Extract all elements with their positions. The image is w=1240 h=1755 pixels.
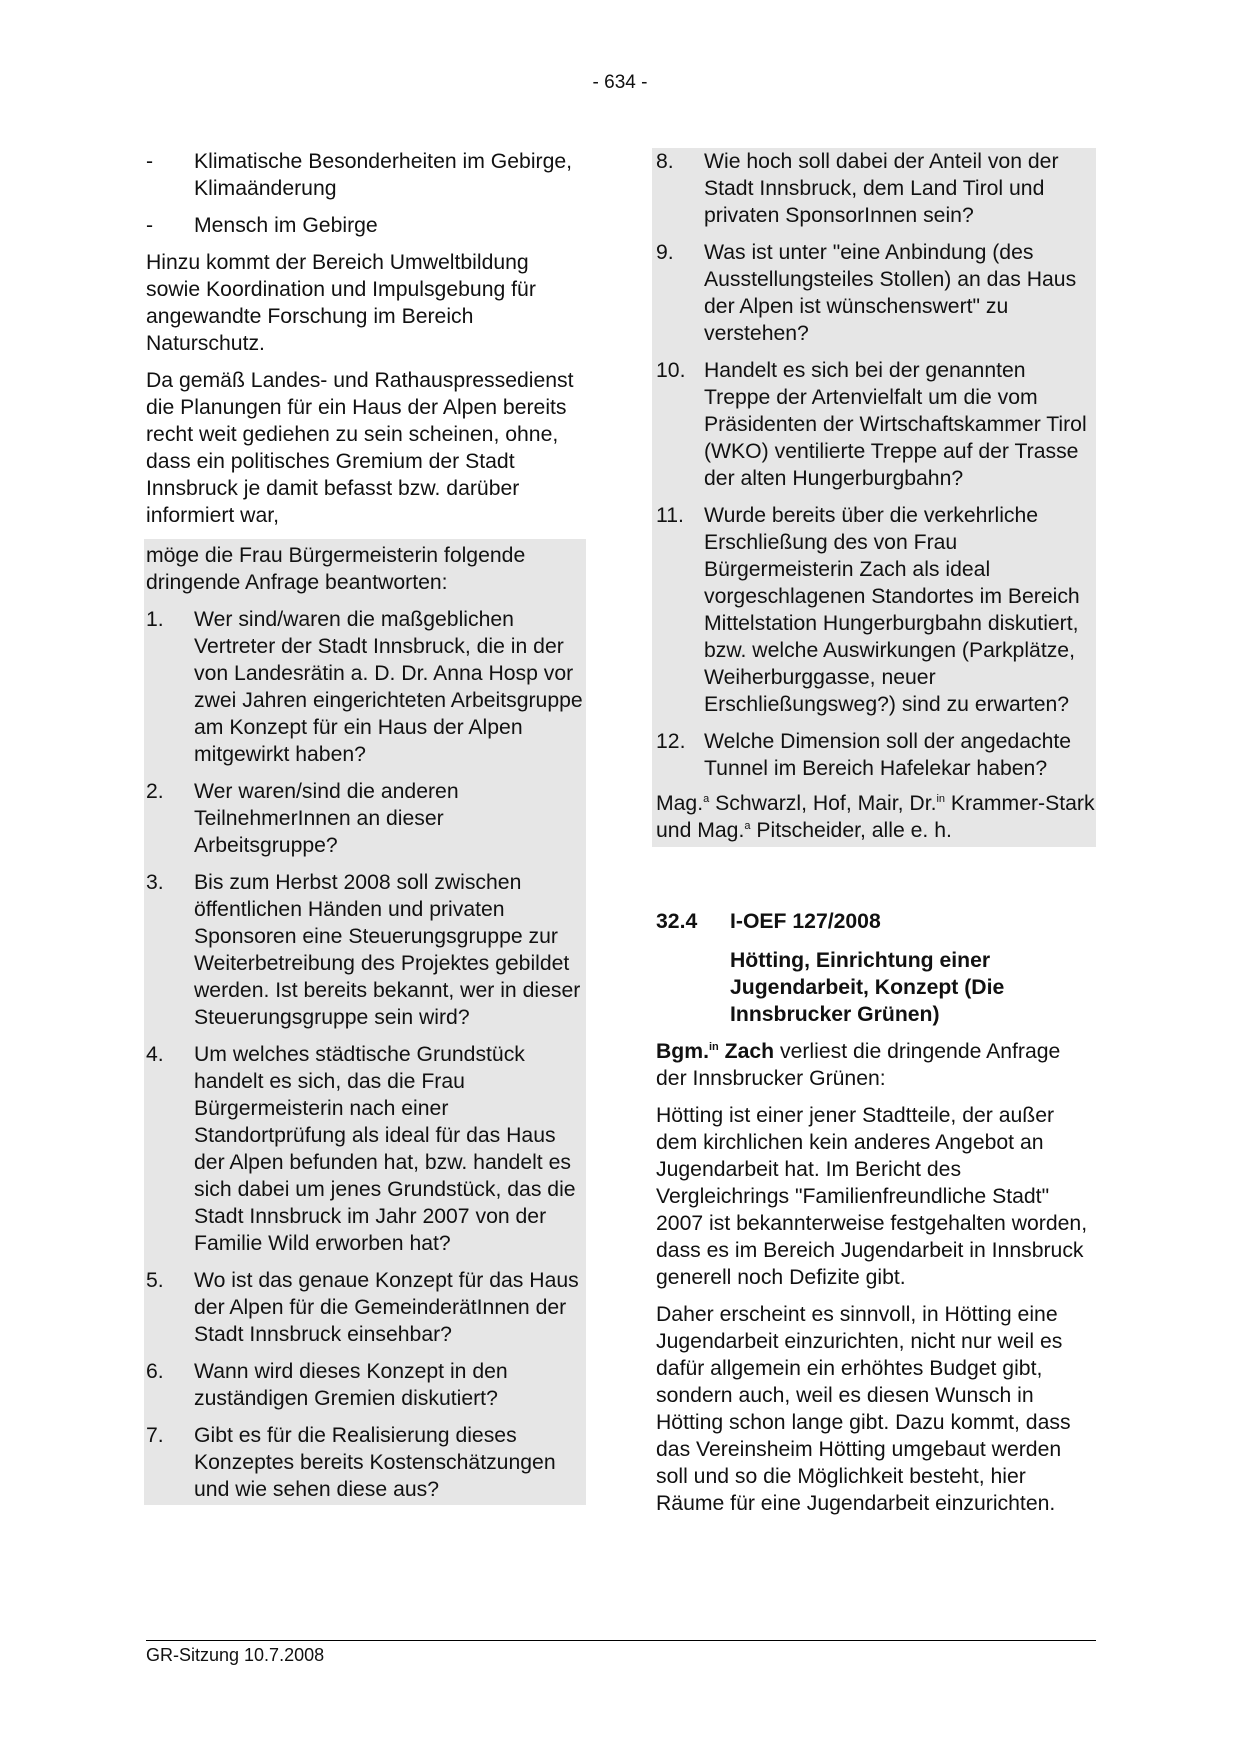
question-text: Wer waren/sind die anderen TeilnehmerInnen an dieser Arbeitsgruppe?	[194, 780, 459, 857]
question-text: Wo ist das genaue Konzept für das Haus der Alpen für die GemeinderätInnen der Stadt Innsbruck einsehbar?	[194, 1269, 579, 1346]
dash-item-text: Klimatische Besonderheiten im Gebirge, Klimaänderung	[194, 150, 573, 200]
question-item	[656, 728, 1096, 782]
left-column	[146, 148, 586, 1505]
question-text: Wurde bereits über die verkehrliche Erschließung des von Frau Bürgermeisterin Zach als ideal vorgeschlagenen Standortes im Bereich Mittelstation Hungerburgbahn diskutiert, bzw. welche Auswirkungen (Parkplätze, Weiherburggasse, neuer Erschließungsweg?) sind zu erwarten?	[704, 504, 1080, 716]
question-number: 5.	[146, 1269, 164, 1292]
question-item	[146, 1041, 586, 1257]
signer-superscript: a	[703, 792, 710, 805]
question-item	[146, 869, 586, 1031]
signer-superscript: in	[936, 792, 946, 805]
dash-mark: -	[146, 150, 154, 173]
paragraph-hoetting: Hötting ist einer jener Stadtteile, der außer dem kirchlichen kein anderes Angebot an Jugendarbeit hat. Im Bericht des Vergleichrings "Familienfreundliche Stadt" 2007 ist bekannterweise festgehalten worden, dass es im Bereich Jugendarbeit in Innsbruck generell noch Defizite gibt.	[656, 1104, 1088, 1289]
question-item	[146, 1267, 586, 1348]
question-number: 8.	[656, 150, 674, 173]
signer-names: Krammer-Stark und Mag.	[656, 792, 1095, 842]
question-number: 12.	[656, 730, 686, 753]
question-number: 7.	[146, 1424, 164, 1447]
section-heading	[656, 908, 1096, 935]
question-text: Gibt es für die Realisierung dieses Konzeptes bereits Kostenschätzungen und wie sehen diese aus?	[194, 1424, 556, 1501]
question-item	[656, 148, 1096, 229]
inquiry-box-part-1	[144, 539, 586, 1505]
paragraph-jugendarbeit: Daher erscheint es sinnvoll, in Hötting eine Jugendarbeit einzurichten, nicht nur weil es dafür allgemein ein erhöhtes Budget gibt, sondern auch, weil es diesen Wunsch in Hötting schon lange gibt. Dazu kommt, dass das Vereinsheim Hötting umgebaut werden soll und so die Möglichkeit besteht, hier Räume für eine Jugendarbeit einzurichten.	[656, 1303, 1071, 1515]
right-column	[656, 148, 1096, 1527]
speaker-prefix: Bgm.	[656, 1040, 709, 1063]
dash-mark: -	[146, 214, 154, 237]
question-text: Welche Dimension soll der angedachte Tunnel im Bereich Hafelekar haben?	[704, 730, 1072, 780]
question-text: Wann wird dieses Konzept in den zuständigen Gremien diskutiert?	[194, 1360, 508, 1410]
question-item	[656, 239, 1096, 347]
question-number: 3.	[146, 871, 164, 894]
question-number: 1.	[146, 608, 164, 631]
footer-divider	[146, 1640, 1096, 1641]
question-number: 6.	[146, 1360, 164, 1383]
inquiry-intro: möge die Frau Bürgermeisterin folgende dringende Anfrage beantworten:	[146, 544, 526, 594]
signer-names: Pitscheider, alle e. h.	[750, 819, 952, 842]
question-number: 10.	[656, 359, 686, 382]
signer-names: Schwarzl, Hof, Mair, Dr.	[709, 792, 937, 815]
dash-item-text: Mensch im Gebirge	[194, 214, 378, 237]
paragraph-umweltbildung: Hinzu kommt der Bereich Umweltbildung sowie Koordination und Impulsgebung für angewandte Forschung im Bereich Naturschutz.	[146, 251, 536, 355]
page-number: - 634 -	[592, 72, 648, 93]
dash-list-item	[146, 212, 586, 239]
speaker-name: Zach	[718, 1040, 775, 1063]
inquiry-box-part-2	[652, 148, 1096, 847]
signatories	[656, 782, 1096, 846]
speaker-superscript: in	[708, 1040, 719, 1053]
question-list	[146, 606, 586, 1503]
signer-title: Mag.	[656, 792, 704, 815]
question-text: Bis zum Herbst 2008 soll zwischen öffentlichen Händen und privaten Sponsoren eine Steuerungsgruppe zur Weiterbetreibung des Projektes gebildet werden. Ist bereits bekannt, wer in dieser Steuerungsgruppe sein wird?	[194, 871, 581, 1029]
question-item	[656, 357, 1096, 492]
section-title: Hötting, Einrichtung einer Jugendarbeit, Konzept (Die Innsbrucker Grünen)	[730, 949, 1005, 1026]
dash-list-item	[146, 148, 586, 202]
question-item	[146, 1358, 586, 1412]
paragraph-pressedienst: Da gemäß Landes- und Rathauspressedienst die Planungen für ein Haus der Alpen bereits recht weit gediehen zu sein scheinen, ohne, dass ein politisches Gremium der Stadt Innsbruck je damit befasst bzw. darüber informiert war,	[146, 369, 574, 527]
question-text: Wer sind/waren die maßgeblichen Vertreter der Stadt Innsbruck, die in der von Landesrätin a. D. Dr. Anna Hosp vor zwei Jahren eingerichteten Arbeitsgruppe am Konzept für ein Haus der Alpen mitgewirkt haben?	[194, 608, 583, 766]
speaker-text: verliest die dringende Anfrage der Innsbrucker Grünen:	[656, 1040, 1061, 1090]
question-text: Was ist unter "eine Anbindung (des Ausstellungsteiles Stollen) an das Haus der Alpen ist wünschenswert" zu verstehen?	[704, 241, 1077, 345]
question-text: Um welches städtische Grundstück handelt es sich, das die Frau Bürgermeisterin nach einer Standortprüfung als ideal für das Haus der Alpen befunden hat, bzw. handelt es sich dabei um jenes Grundstück, das die Stadt Innsbruck im Jahr 2007 von der Familie Wild erworben hat?	[194, 1043, 576, 1255]
question-item	[656, 502, 1096, 718]
section-code: I-OEF 127/2008	[730, 910, 881, 933]
section-number: 32.4	[656, 910, 698, 933]
question-number: 2.	[146, 780, 164, 803]
question-number: 4.	[146, 1043, 164, 1066]
question-text: Wie hoch soll dabei der Anteil von der Stadt Innsbruck, dem Land Tirol und privaten SponsorInnen sein?	[704, 150, 1059, 227]
question-item	[146, 606, 586, 768]
question-number: 9.	[656, 241, 674, 264]
question-item	[146, 1422, 586, 1503]
question-text: Handelt es sich bei der genannten Treppe der Artenvielfalt um die vom Präsidenten der Wirtschaftskammer Tirol (WKO) ventilierte Treppe auf der Trasse der alten Hungerburgbahn?	[704, 359, 1087, 490]
footer-text: GR-Sitzung 10.7.2008	[146, 1645, 325, 1665]
question-item	[146, 778, 586, 859]
question-list	[656, 148, 1096, 782]
speaker-line	[656, 1038, 1096, 1092]
signer-superscript: a	[744, 819, 751, 832]
question-number: 11.	[656, 504, 684, 527]
